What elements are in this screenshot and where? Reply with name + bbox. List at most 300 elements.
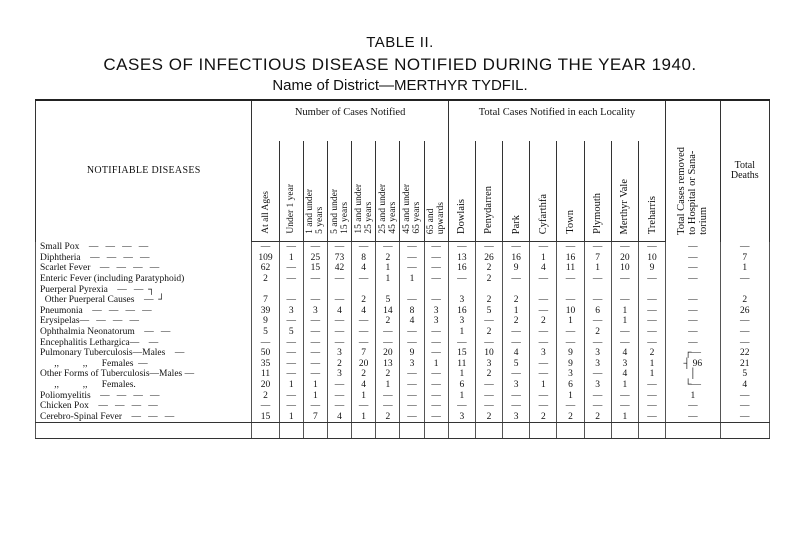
table-cell: — — [303, 242, 327, 253]
table-cell: 1 — [303, 380, 327, 391]
table-cell: — — [448, 274, 475, 285]
disease-name: Encephalitis Lethargica— — — [36, 337, 252, 348]
table-cell: 5 — [252, 327, 279, 338]
table-cell — [327, 284, 351, 295]
table-cell: 3 — [448, 412, 475, 423]
table-cell: 1 — [303, 390, 327, 401]
disease-name: Small Pox — — — — — [36, 242, 252, 253]
disease-name: Pneumonia — — — — — [36, 306, 252, 317]
table-cell — [279, 284, 303, 295]
table-row — [36, 284, 770, 295]
table-cell: — — [638, 401, 665, 412]
table-cell: 7 — [352, 348, 376, 359]
table-cell: 3 — [584, 348, 611, 359]
table-row — [36, 327, 770, 338]
table-cell: — — [720, 412, 769, 423]
table-cell: 3 — [327, 369, 351, 380]
table-cell: 20 — [376, 348, 400, 359]
table-cell: — — [530, 390, 557, 401]
table-cell: 42 — [327, 263, 351, 274]
table-cell: 2 — [475, 327, 502, 338]
table-cell: │ — [666, 369, 720, 380]
table-cell: — — [327, 242, 351, 253]
table-cell: 11 — [448, 359, 475, 370]
table-cell: — — [448, 401, 475, 412]
table-row — [36, 369, 770, 380]
disease-name: Scarlet Fever — — — — — [36, 263, 252, 274]
table-cell: — — [611, 390, 638, 401]
table-cell: — — [475, 380, 502, 391]
table-cell: 62 — [252, 263, 279, 274]
empty-cell — [352, 423, 376, 439]
table-cell: — — [424, 242, 448, 253]
table-cell: 20 — [611, 253, 638, 264]
table-cell: 2 — [376, 369, 400, 380]
table-cell: — — [666, 337, 720, 348]
table-cell: 5 — [475, 306, 502, 317]
table-cell: 3 — [584, 359, 611, 370]
table-cell: 1 — [666, 390, 720, 401]
empty-cell — [303, 423, 327, 439]
table-cell: — — [530, 359, 557, 370]
table-cell: — — [638, 337, 665, 348]
table-cell: 3 — [557, 369, 584, 380]
table-cell: — — [584, 401, 611, 412]
table-cell: — — [327, 274, 351, 285]
table-cell: 2 — [376, 316, 400, 327]
table-cell: — — [279, 390, 303, 401]
table-row — [36, 253, 770, 264]
table-cell: 2 — [530, 412, 557, 423]
table-cell: 1 — [530, 380, 557, 391]
table-cell — [666, 284, 720, 295]
table-cell: 3 — [503, 380, 530, 391]
table-cell: 1 — [448, 369, 475, 380]
table-cell: — — [503, 401, 530, 412]
table-cell: — — [638, 390, 665, 401]
locality-col-header: Dowlais — [448, 141, 475, 242]
empty-cell — [475, 423, 502, 439]
table-cell: 8 — [400, 306, 424, 317]
table-cell: 3 — [327, 348, 351, 359]
district-name: Name of District—MERTHYR TYDFIL. — [272, 77, 528, 94]
table-cell: — — [424, 263, 448, 274]
table-cell: 9 — [557, 348, 584, 359]
table-cell: — — [611, 327, 638, 338]
table-number: TABLE II. — [366, 34, 434, 51]
table-cell: — — [376, 390, 400, 401]
table-cell: — — [666, 401, 720, 412]
table-cell: — — [638, 306, 665, 317]
table-cell: — — [303, 274, 327, 285]
table-cell: — — [584, 369, 611, 380]
table-cell: — — [376, 327, 400, 338]
table-cell: — — [611, 337, 638, 348]
table-cell: 2 — [376, 412, 400, 423]
table-cell: 9 — [557, 359, 584, 370]
table-cell: — — [666, 242, 720, 253]
table-row — [36, 412, 770, 423]
table-body — [36, 242, 770, 439]
table-cell: 1 — [352, 390, 376, 401]
table-cell: 1 — [279, 253, 303, 264]
table-cell: — — [303, 327, 327, 338]
table-cell: 73 — [327, 253, 351, 264]
table-cell: 15 — [252, 412, 279, 423]
table-cell: 16 — [448, 306, 475, 317]
table-cell — [611, 284, 638, 295]
table-cell: 26 — [720, 306, 769, 317]
disease-name: Other Forms of Tuberculosis—Males — — [36, 369, 252, 380]
table-cell: 2 — [252, 390, 279, 401]
empty-cell — [424, 423, 448, 439]
table-cell: 3 — [400, 359, 424, 370]
table-row — [36, 390, 770, 401]
table-cell: 2 — [327, 359, 351, 370]
table-cell: — — [666, 263, 720, 274]
table-cell: — — [303, 359, 327, 370]
table-cell: 10 — [638, 253, 665, 264]
table-cell: — — [530, 401, 557, 412]
table-cell: 3 — [279, 306, 303, 317]
table-cell: 2 — [475, 412, 502, 423]
table-cell: 3 — [303, 306, 327, 317]
table-cell: 2 — [503, 316, 530, 327]
table-cell: — — [530, 242, 557, 253]
table-cell: — — [400, 412, 424, 423]
table-cell: — — [327, 401, 351, 412]
age-col-header: Under 1 year — [279, 141, 303, 242]
locality-col-header: Treharris — [638, 141, 665, 242]
table-cell: 1 — [557, 316, 584, 327]
table-cell: 3 — [584, 380, 611, 391]
table-row — [36, 274, 770, 285]
table-cell: — — [279, 348, 303, 359]
locality-col-header: Cyfarthfa — [530, 141, 557, 242]
disease-name: Puerperal Pyrexia — — ┐ — [36, 284, 252, 295]
table-cell: — — [638, 327, 665, 338]
table-cell: — — [638, 316, 665, 327]
table-cell — [503, 284, 530, 295]
table-cell: 7 — [584, 253, 611, 264]
table-cell: — — [279, 263, 303, 274]
table-cell: 26 — [475, 253, 502, 264]
empty-cell — [327, 423, 351, 439]
disease-name: Enteric Fever (including Paratyphoid) — [36, 274, 252, 285]
table-cell: — — [557, 274, 584, 285]
table-cell: — — [327, 327, 351, 338]
table-cell: 3 — [503, 412, 530, 423]
table-cell: 2 — [475, 263, 502, 274]
locality-col-header: Penydarren — [475, 141, 502, 242]
table-cell: — — [611, 242, 638, 253]
table-cell: — — [352, 401, 376, 412]
table-cell: — — [720, 337, 769, 348]
table-cell: 4 — [720, 380, 769, 391]
empty-cell — [530, 423, 557, 439]
table-cell: 3 — [448, 295, 475, 306]
table-cell: — — [530, 369, 557, 380]
table-cell: — — [666, 412, 720, 423]
disease-name: ,, ,, Females — — [36, 359, 252, 370]
table-cell: — — [400, 390, 424, 401]
table-cell: 1 — [279, 380, 303, 391]
table-cell: 5 — [720, 369, 769, 380]
table-cell: 2 — [352, 295, 376, 306]
table-cell: — — [279, 359, 303, 370]
table-cell: 2 — [376, 253, 400, 264]
table-cell: — — [611, 295, 638, 306]
table-cell: 4 — [530, 263, 557, 274]
empty-cell — [666, 423, 720, 439]
age-col-header: 45 and under 65 years — [400, 141, 424, 242]
table-cell: 2 — [638, 348, 665, 359]
table-cell: 2 — [475, 295, 502, 306]
table-cell: — — [666, 295, 720, 306]
table-cell: 2 — [475, 274, 502, 285]
table-cell: — — [638, 412, 665, 423]
table-cell — [303, 284, 327, 295]
table-cell: 1 — [424, 359, 448, 370]
table-row — [36, 337, 770, 348]
table-cell: — — [303, 316, 327, 327]
table-cell: — — [279, 295, 303, 306]
table-cell: 2 — [530, 316, 557, 327]
page-title: CASES OF INFECTIOUS DISEASE NOTIFIED DURING THE YEAR 1940. — [103, 55, 697, 74]
age-col-header: 25 and under 45 years — [376, 141, 400, 242]
table-row — [36, 242, 770, 253]
table-cell: 2 — [352, 369, 376, 380]
empty-cell — [503, 423, 530, 439]
table-cell: 1 — [638, 359, 665, 370]
table-cell: — — [448, 337, 475, 348]
table-cell: 10 — [557, 306, 584, 317]
table-cell: — — [303, 401, 327, 412]
table-row — [36, 263, 770, 274]
table-cell: 6 — [448, 380, 475, 391]
table-cell: — — [424, 274, 448, 285]
table-cell: 9 — [400, 348, 424, 359]
disease-name: Chicken Pox — — — — — [36, 401, 252, 412]
table-cell: — — [557, 242, 584, 253]
table-cell: 1 — [376, 380, 400, 391]
table-cell: 4 — [611, 348, 638, 359]
table-cell: 5 — [376, 295, 400, 306]
locality-group-header: Total Cases Notified in each Locality — [448, 100, 665, 141]
table-cell — [252, 284, 279, 295]
table-cell: — — [279, 401, 303, 412]
table-cell: 2 — [584, 412, 611, 423]
table-cell — [720, 284, 769, 295]
table-cell: 4 — [327, 306, 351, 317]
table-cell: 2 — [584, 327, 611, 338]
table-cell: — — [666, 306, 720, 317]
table-cell — [557, 284, 584, 295]
table-cell: 2 — [720, 295, 769, 306]
table-cell: 4 — [503, 348, 530, 359]
table-cell: — — [584, 242, 611, 253]
table-cell — [530, 284, 557, 295]
table-cell: — — [424, 327, 448, 338]
table-cell: — — [327, 337, 351, 348]
table-cell: 9 — [252, 316, 279, 327]
empty-cell — [279, 423, 303, 439]
age-col-header: At all Ages — [252, 141, 279, 242]
table-cell: — — [475, 337, 502, 348]
table-cell: 2 — [503, 295, 530, 306]
table-cell: — — [584, 295, 611, 306]
table-cell: — — [327, 316, 351, 327]
table-cell: 3 — [448, 316, 475, 327]
table-cell: — — [720, 390, 769, 401]
table-cell: 20 — [252, 380, 279, 391]
table-cell: 1 — [638, 369, 665, 380]
table-cell: — — [530, 295, 557, 306]
table-cell: — — [279, 369, 303, 380]
table-cell: ┤ 96 — [666, 359, 720, 370]
table-cell: — — [584, 274, 611, 285]
table-cell: — — [557, 327, 584, 338]
locality-col-header: Town — [557, 141, 584, 242]
table-cell: 16 — [448, 263, 475, 274]
table-cell: 1 — [530, 253, 557, 264]
table-cell: — — [475, 390, 502, 401]
locality-col-header: Merthyr Vale — [611, 141, 638, 242]
empty-cell — [376, 423, 400, 439]
table-cell: 20 — [352, 359, 376, 370]
table-cell: 5 — [279, 327, 303, 338]
table-cell: — — [327, 390, 351, 401]
table-cell — [352, 284, 376, 295]
table-cell: 4 — [327, 412, 351, 423]
table-cell: — — [503, 337, 530, 348]
age-col-header: 5 and under 15 years — [327, 141, 351, 242]
table-cell: — — [352, 316, 376, 327]
table-cell: — — [424, 348, 448, 359]
table-cell: 13 — [448, 253, 475, 264]
table-cell: 1 — [611, 412, 638, 423]
hospital-header: Total Cases removed to Hospital or Sana- torium — [666, 100, 720, 242]
table-cell: 2 — [475, 369, 502, 380]
table-cell: 14 — [376, 306, 400, 317]
empty-cell — [720, 423, 769, 439]
table-cell: — — [424, 412, 448, 423]
table-cell: — — [666, 327, 720, 338]
table-cell — [584, 284, 611, 295]
table-cell: 109 — [252, 253, 279, 264]
table-cell — [376, 284, 400, 295]
locality-col-header: Park — [503, 141, 530, 242]
table-cell: — — [400, 337, 424, 348]
table-cell: — — [530, 306, 557, 317]
table-cell: 1 — [611, 306, 638, 317]
table-cell: — — [352, 327, 376, 338]
table-cell: — — [503, 327, 530, 338]
table-cell: — — [279, 242, 303, 253]
table-cell: 6 — [557, 380, 584, 391]
table-cell: — — [376, 337, 400, 348]
table-cell: — — [400, 242, 424, 253]
disease-name: ,, ,, Females. — [36, 380, 252, 391]
disease-name: Ophthalmia Neonatorum — — — [36, 327, 252, 338]
disease-name: Pulmonary Tuberculosis—Males — — [36, 348, 252, 359]
table-cell: — — [475, 242, 502, 253]
table-cell: 1 — [611, 380, 638, 391]
table-cell: 1 — [448, 390, 475, 401]
table-cell: 21 — [720, 359, 769, 370]
table-cell: — — [666, 253, 720, 264]
table-cell: └— — [666, 380, 720, 391]
table-row — [36, 380, 770, 391]
table-cell: — — [530, 327, 557, 338]
table-cell: — — [424, 390, 448, 401]
table-cell: — — [638, 242, 665, 253]
table-cell: — — [400, 327, 424, 338]
age-group-header: Number of Cases Notified — [252, 100, 448, 141]
table-cell: 35 — [252, 359, 279, 370]
table-cell: 1 — [376, 274, 400, 285]
table-cell: 1 — [611, 316, 638, 327]
table-cell: — — [327, 380, 351, 391]
table-cell: 6 — [584, 306, 611, 317]
table-cell: — — [376, 242, 400, 253]
table-cell: — — [424, 380, 448, 391]
age-col-header: 1 and under 5 years — [303, 141, 327, 242]
table-cell: 15 — [448, 348, 475, 359]
table-cell: 10 — [611, 263, 638, 274]
table-cell: — — [638, 274, 665, 285]
table-cell: — — [352, 274, 376, 285]
table-cell: — — [584, 316, 611, 327]
table-cell: 3 — [530, 348, 557, 359]
table-cell: 4 — [352, 306, 376, 317]
table-cell — [448, 284, 475, 295]
table-cell: 3 — [424, 306, 448, 317]
table-cell: 8 — [352, 253, 376, 264]
table-cell: — — [424, 295, 448, 306]
age-col-header: 15 and under 25 years — [352, 141, 376, 242]
table-cell: — — [638, 380, 665, 391]
table-cell: — — [303, 295, 327, 306]
table-cell: 3 — [475, 359, 502, 370]
table-cell: — — [503, 390, 530, 401]
table-cell: 22 — [720, 348, 769, 359]
table-cell: — — [611, 274, 638, 285]
table-cell: — — [475, 401, 502, 412]
table-cell: 4 — [352, 263, 376, 274]
table-cell: 10 — [475, 348, 502, 359]
total-deaths-header: Total Deaths — [720, 100, 769, 242]
empty-cell — [400, 423, 424, 439]
table-cell: 7 — [303, 412, 327, 423]
table-cell: 1 — [503, 306, 530, 317]
table-cell: — — [720, 316, 769, 327]
table-cell: 3 — [611, 359, 638, 370]
table-cell: — — [503, 242, 530, 253]
table-cell: — — [557, 337, 584, 348]
table-cell — [475, 284, 502, 295]
table-cell: — — [530, 337, 557, 348]
infectious-disease-table — [35, 99, 770, 439]
table-cell: — — [448, 242, 475, 253]
table-row — [36, 316, 770, 327]
table-cell — [638, 284, 665, 295]
table-cell: — — [352, 242, 376, 253]
table-cell: — — [400, 253, 424, 264]
locality-col-header: Plymouth — [584, 141, 611, 242]
table-cell: 2 — [557, 412, 584, 423]
table-cell: — — [327, 295, 351, 306]
